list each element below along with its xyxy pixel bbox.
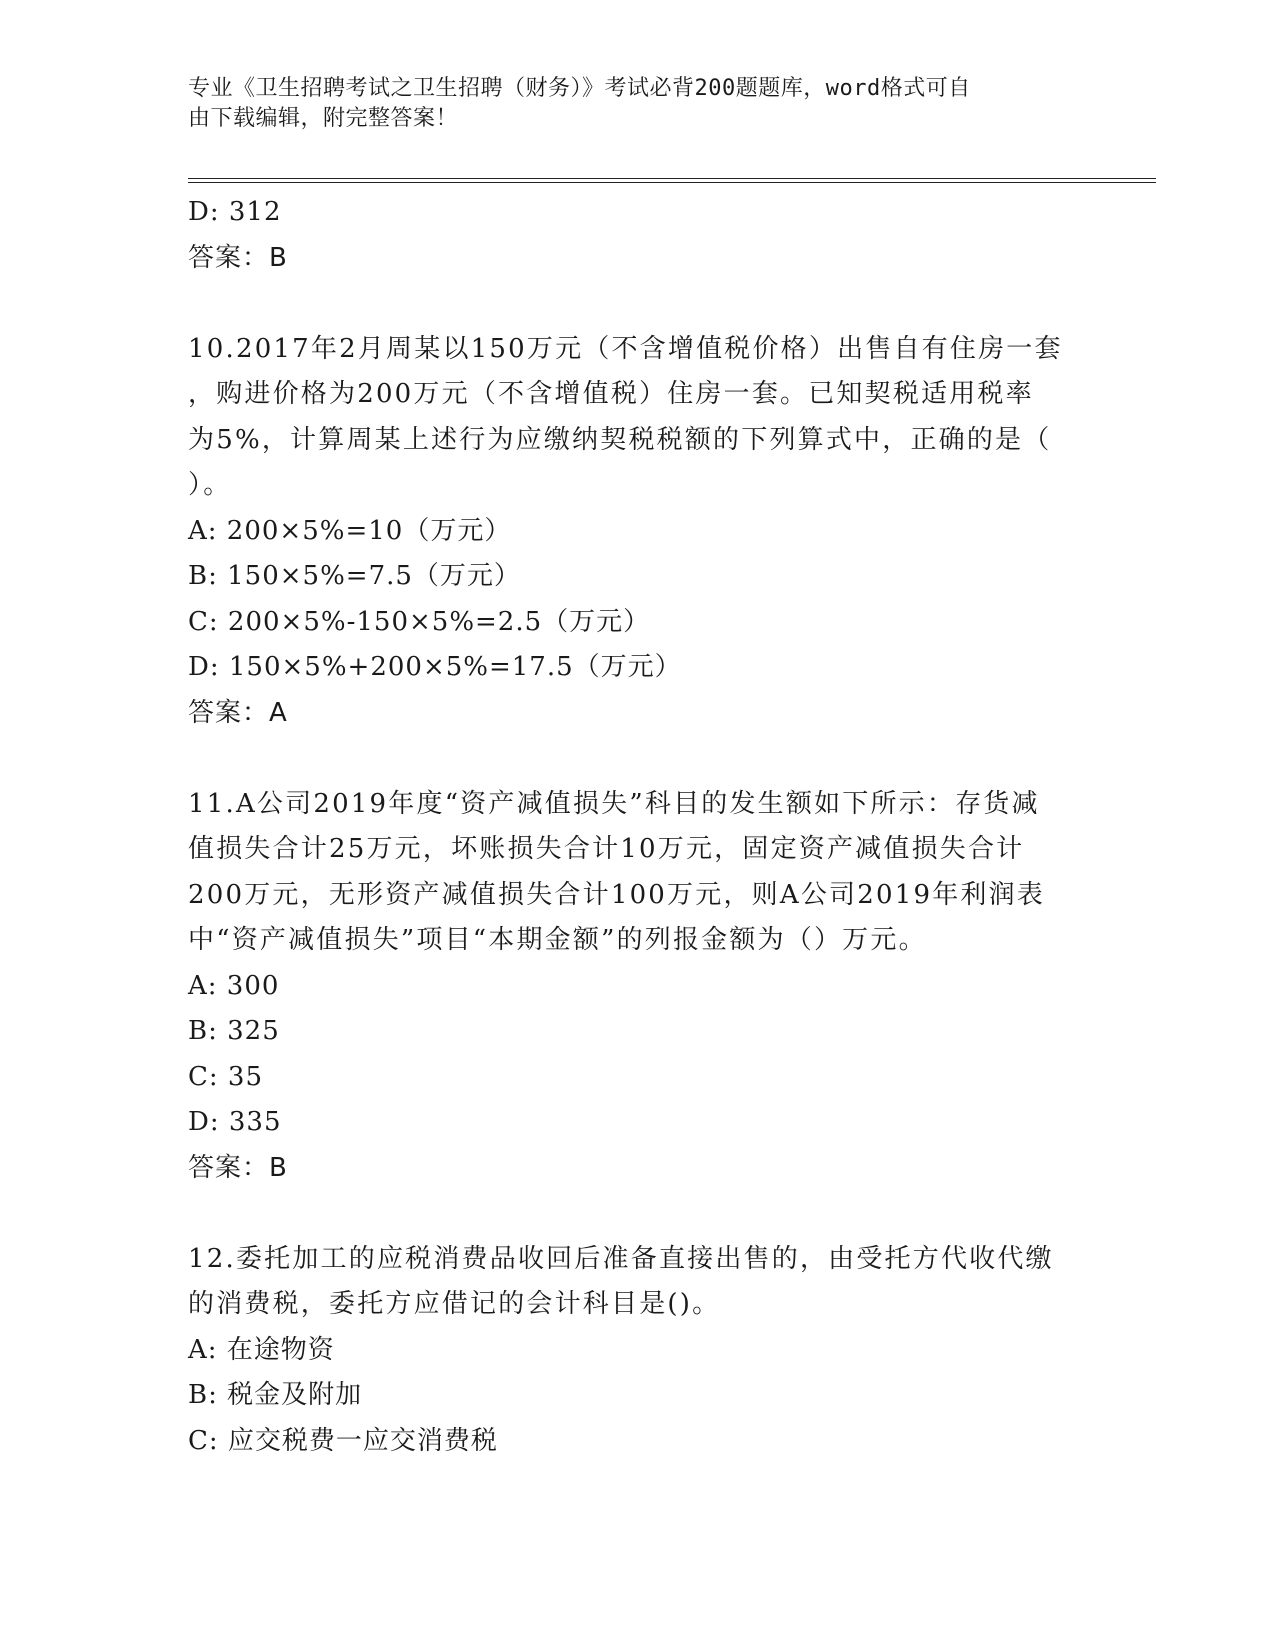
header-line-1: 专业《卫生招聘考试之卫生招聘（财务）》考试必背200题题库，word格式可自 — [188, 76, 971, 101]
question-10-option-a: A: 200×5%=10（万元） — [188, 515, 512, 546]
question-12 — [188, 1237, 1088, 1465]
header-divider — [188, 178, 1156, 183]
question-10-answer: 答案：A — [188, 697, 288, 728]
question-10-line-1: 10.2017年2月周某以150万元（不含增值税价格）出售自有住房一套 — [188, 333, 1063, 364]
question-10-option-c: C: 200×5%-150×5%=2.5（万元） — [188, 606, 651, 637]
question-12-line-1: 12.委托加工的应税消费品收回后准备直接出售的，由受托方代收代缴 — [188, 1243, 1054, 1274]
question-10-line-3: 为5%，计算周某上述行为应缴纳契税税额的下列算式中，正确的是（ — [188, 424, 1052, 455]
header-line-2: 由下载编辑，附完整答案！ — [188, 106, 459, 131]
question-11-line-2: 值损失合计25万元，坏账损失合计10万元，固定资产减值损失合计 — [188, 834, 1025, 864]
question-12-option-a: A: 在途物资 — [188, 1334, 335, 1365]
question-10-line-2: ，购进价格为200万元（不含增值税）住房一套。已知契税适用税率 — [188, 379, 1034, 409]
question-11-line-1: 11.A公司2019年度“资产减值损失”科目的发生额如下所示：存货减 — [188, 788, 1040, 819]
question-10-line-4: ）。 — [188, 470, 232, 500]
question-11-option-b: B: 325 — [188, 1016, 280, 1046]
question-11-line-4: 中“资产减值损失”项目“本期金额”的列报金额为（）万元。 — [188, 925, 927, 955]
question-11-answer: 答案：B — [188, 1152, 288, 1183]
question-11-option-d: D: 335 — [188, 1107, 282, 1137]
question-11-option-c: C: 35 — [188, 1061, 264, 1092]
spacer — [188, 281, 1088, 327]
question-10-option-b: B: 150×5%=7.5（万元） — [188, 561, 521, 591]
question-10 — [188, 327, 1088, 737]
prev-answer: 答案：B — [188, 242, 288, 273]
page-header — [188, 74, 1068, 134]
question-11 — [188, 782, 1088, 1192]
question-11-line-3: 200万元，无形资产减值损失合计100万元，则A公司2019年利润表 — [188, 879, 1045, 910]
spacer — [188, 1191, 1088, 1237]
exam-content — [188, 190, 1088, 1464]
question-12-line-2: 的消费税，委托方应借记的会计科目是()。 — [188, 1289, 721, 1319]
question-12-option-b: B: 税金及附加 — [188, 1380, 363, 1410]
question-12-option-c: C: 应交税费一应交消费税 — [188, 1425, 498, 1456]
question-10-option-d: D: 150×5%+200×5%=17.5（万元） — [188, 652, 682, 682]
spacer — [188, 736, 1088, 782]
question-11-option-a: A: 300 — [188, 970, 280, 1001]
prev-option-d: D: 312 — [188, 197, 282, 227]
